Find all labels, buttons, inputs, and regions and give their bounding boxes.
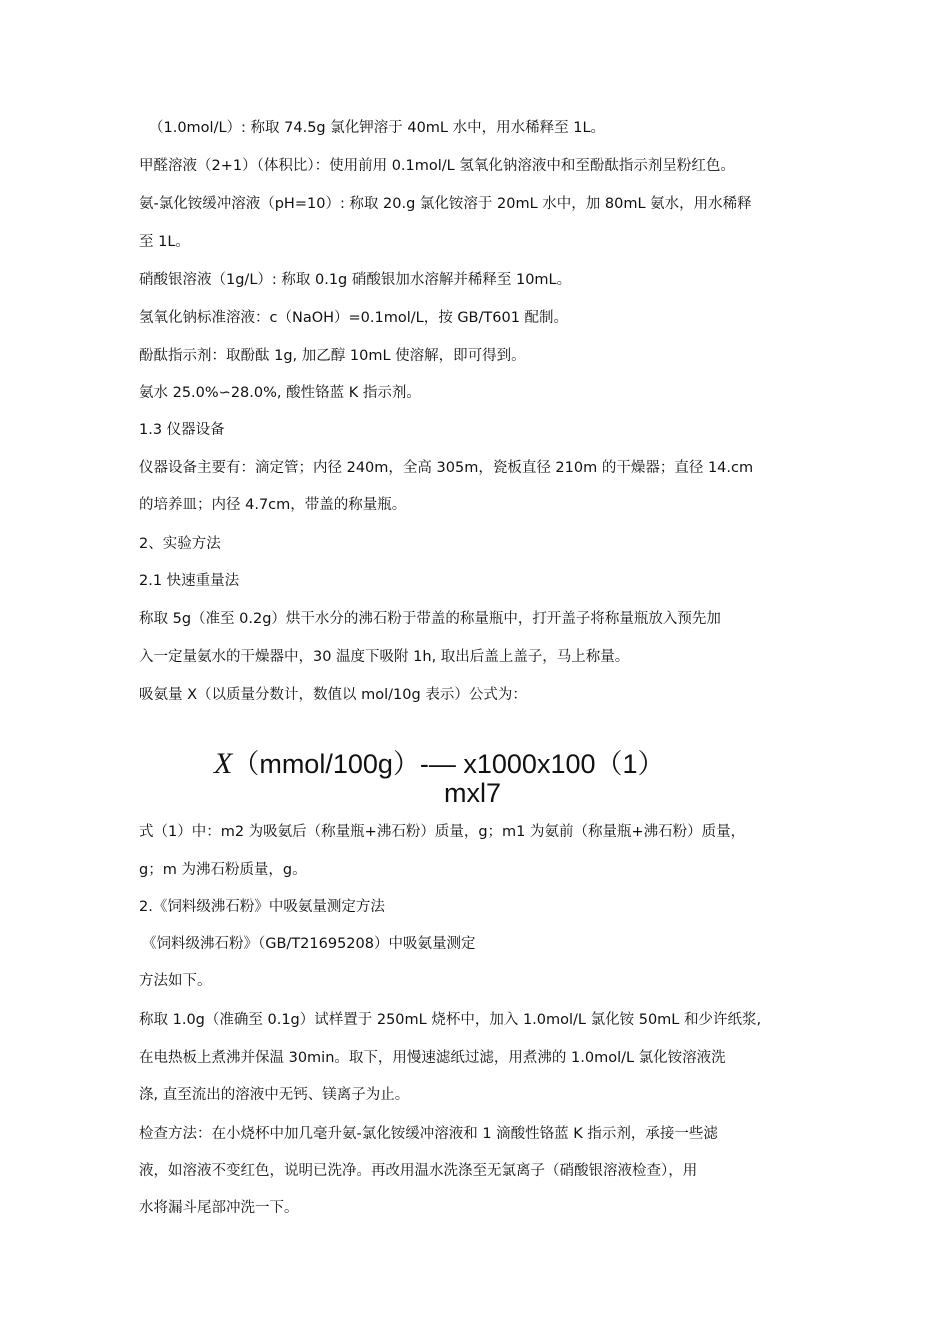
text-line: 吸氨量 X（以质量分数计，数值以 mol/10g 表示）公式为： bbox=[139, 687, 527, 703]
text-line: 式（1）中：m2 为吸氨后（称量瓶+沸石粉）质量，g；m1 为氨前（称量瓶+沸石粉）质量， bbox=[139, 824, 746, 840]
section-heading: 2.1 快速重量法 bbox=[139, 573, 240, 589]
text-line: g；m 为沸石粉质量，g。 bbox=[139, 862, 307, 878]
text-line: 水将漏斗尾部冲洗一下。 bbox=[139, 1200, 299, 1216]
formula-variable: X bbox=[214, 747, 233, 780]
text-line: 氢氧化钠标准溶液：c（NaOH）=0.1mol/L，按 GB/T601 配制。 bbox=[139, 310, 569, 326]
text-line: 涤, 直至流出的溶液中无钙、镁离子为止。 bbox=[139, 1087, 410, 1103]
text-line: （1.0mol/L）: 称取 74.5g 氯化钾溶于 40mL 水中，用水稀释至 1L。 bbox=[149, 120, 606, 136]
text-line: 氨水 25.0%∽28.0%, 酸性铬蓝 K 指示剂。 bbox=[139, 385, 421, 401]
section-heading: 1.3 仪器设备 bbox=[139, 422, 225, 438]
text-line: 《饲料级沸石粉》（GB/T21695208）中吸氨量测定 bbox=[142, 936, 476, 952]
text-line: 入一定量氨水的干燥器中，30 温度下吸附 1h, 取出后盖上盖子，马上称量。 bbox=[139, 649, 630, 665]
text-line: 液，如溶液不变红色，说明已洗净。再改用温水洗涤至无氯离子（硝酸银溶液检查），用 bbox=[139, 1163, 698, 1179]
section-heading: 2.《饲料级沸石粉》中吸氨量测定方法 bbox=[139, 899, 385, 915]
section-heading: 2、实验方法 bbox=[139, 536, 221, 552]
text-line: 氨-氯化铵缓冲溶液（pH=10）: 称取 20.g 氯化铵溶于 20mL 水中，加 80mL 氨水，用水稀释 bbox=[139, 196, 752, 212]
text-line: 硝酸银溶液（1g/L）: 称取 0.1g 硝酸银加水溶解并稀释至 10mL。 bbox=[139, 272, 572, 288]
text-line: 甲醛溶液（2+1）（体积比）：使用前用 0.1mol/L 氢氧化钠溶液中和至酚酞指示剂呈粉红色。 bbox=[139, 158, 735, 174]
text-line: 称取 5g（准至 0.2g）烘干水分的沸石粉于带盖的称量瓶中，打开盖子将称量瓶放入预先加 bbox=[139, 611, 721, 627]
text-line: 至 1L。 bbox=[139, 234, 190, 250]
text-line: 在电热板上煮沸并保温 30min。取下，用慢速滤纸过滤，用煮沸的 1.0mol/L 氯化铵溶液洗 bbox=[139, 1050, 726, 1066]
text-line: 称取 1.0g（准确至 0.1g）试样置于 250mL 烧杯中，加入 1.0mol/L 氯化铵 50mL 和少许纸浆, bbox=[139, 1012, 762, 1028]
text-line: 检查方法：在小烧杯中加几毫升氨-氯化铵缓冲溶液和 1 滴酸性铬蓝 K 指示剂，承接一些滤 bbox=[139, 1126, 718, 1142]
formula-numerator: （mmol/100g）-— x1000x100（1） bbox=[232, 749, 665, 779]
formula-denominator: mxl7 bbox=[444, 778, 502, 808]
formula-expression bbox=[214, 747, 665, 781]
text-line: 方法如下。 bbox=[139, 973, 212, 989]
text-line: 的培养皿；内径 4.7cm，带盖的称量瓶。 bbox=[139, 497, 407, 513]
text-line: 仪器设备主要有：滴定管；内径 240m，全高 305m，瓷板直径 210m 的干燥器；直径 14.cm bbox=[139, 460, 754, 476]
text-line: 酚酞指示剂：取酚酞 1g, 加乙醇 10mL 使溶解，即可得到。 bbox=[139, 348, 526, 364]
